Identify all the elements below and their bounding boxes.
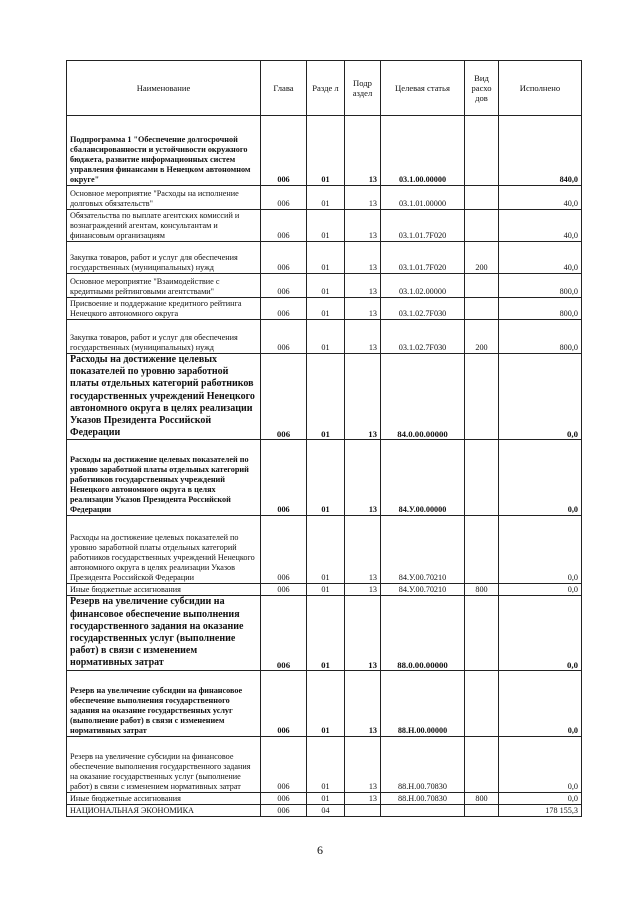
cell-target-article: 03.1.01.7F020 xyxy=(381,242,465,274)
cell-expense-type xyxy=(465,516,499,584)
cell-podrazdel: 13 xyxy=(345,354,381,440)
cell-target-article: 84.У.00.00000 xyxy=(381,440,465,516)
cell-expense-type: 800 xyxy=(465,584,499,596)
cell-razdel: 01 xyxy=(307,116,345,186)
cell-razdel: 01 xyxy=(307,670,345,736)
cell-expense-type xyxy=(465,804,499,816)
cell-name: Закупка товаров, работ и услуг для обеспечения государственных (муниципальных) нужд xyxy=(67,242,261,274)
cell-executed: 0,0 xyxy=(499,670,582,736)
cell-glava: 006 xyxy=(261,320,307,354)
cell-podrazdel: 13 xyxy=(345,320,381,354)
cell-razdel: 01 xyxy=(307,274,345,298)
cell-name: Иные бюджетные ассигнования xyxy=(67,792,261,804)
cell-target-article: 84.У.00.70210 xyxy=(381,516,465,584)
cell-razdel: 01 xyxy=(307,298,345,320)
table-row xyxy=(67,354,582,440)
cell-glava: 006 xyxy=(261,584,307,596)
cell-target-article: 88.Н.00.70830 xyxy=(381,792,465,804)
cell-glava: 006 xyxy=(261,736,307,792)
cell-name: Основное мероприятие "Взаимодействие с кредитными рейтинговыми агентствами" xyxy=(67,274,261,298)
table-row xyxy=(67,670,582,736)
cell-executed: 0,0 xyxy=(499,792,582,804)
cell-expense-type xyxy=(465,736,499,792)
cell-podrazdel: 13 xyxy=(345,736,381,792)
cell-executed: 40,0 xyxy=(499,186,582,210)
table-row xyxy=(67,736,582,792)
cell-executed: 0,0 xyxy=(499,584,582,596)
table-row xyxy=(67,274,582,298)
header-glava: Глава xyxy=(261,61,307,116)
cell-target-article: 88.0.00.00000 xyxy=(381,596,465,670)
cell-glava: 006 xyxy=(261,516,307,584)
cell-expense-type xyxy=(465,116,499,186)
cell-razdel: 01 xyxy=(307,186,345,210)
cell-target-article: 03.1.02.00000 xyxy=(381,274,465,298)
table-row xyxy=(67,584,582,596)
cell-name: Резерв на увеличение субсидии на финансовое обеспечение выполнения государственного задания на оказание государственных услуг (выполнение работ) в связи с изменением нормативных затрат xyxy=(67,670,261,736)
cell-razdel: 01 xyxy=(307,210,345,242)
cell-name: Расходы на достижение целевых показателей по уровню заработной платы отдельных категорий работников государственных учреждений Ненецкого автономного округа в целях реализации Указов Президента Российской Федерации xyxy=(67,440,261,516)
cell-expense-type xyxy=(465,670,499,736)
cell-expense-type xyxy=(465,596,499,670)
cell-target-article: 03.1.02.7F030 xyxy=(381,298,465,320)
cell-glava: 006 xyxy=(261,274,307,298)
cell-podrazdel: 13 xyxy=(345,584,381,596)
budget-execution-table xyxy=(66,60,582,817)
cell-glava: 006 xyxy=(261,186,307,210)
table-row xyxy=(67,516,582,584)
cell-expense-type: 800 xyxy=(465,792,499,804)
cell-executed: 800,0 xyxy=(499,274,582,298)
cell-glava: 006 xyxy=(261,596,307,670)
cell-glava: 006 xyxy=(261,670,307,736)
cell-expense-type: 200 xyxy=(465,320,499,354)
cell-executed: 0,0 xyxy=(499,736,582,792)
cell-executed: 40,0 xyxy=(499,242,582,274)
cell-razdel: 01 xyxy=(307,320,345,354)
cell-podrazdel: 13 xyxy=(345,242,381,274)
cell-razdel: 01 xyxy=(307,354,345,440)
cell-executed: 178 155,3 xyxy=(499,804,582,816)
cell-target-article: 03.1.02.7F030 xyxy=(381,320,465,354)
cell-glava: 006 xyxy=(261,242,307,274)
cell-razdel: 01 xyxy=(307,736,345,792)
cell-target-article: 03.1.01.00000 xyxy=(381,186,465,210)
cell-target-article: 88.Н.00.70830 xyxy=(381,736,465,792)
cell-executed: 840,0 xyxy=(499,116,582,186)
cell-razdel: 01 xyxy=(307,242,345,274)
cell-expense-type xyxy=(465,354,499,440)
cell-expense-type xyxy=(465,210,499,242)
cell-glava: 006 xyxy=(261,116,307,186)
cell-target-article: 88.Н.00.00000 xyxy=(381,670,465,736)
cell-razdel: 01 xyxy=(307,440,345,516)
cell-razdel: 01 xyxy=(307,516,345,584)
cell-name: Резерв на увеличение субсидии на финансовое обеспечение выполнения государственного задания на оказание государственных услуг (выполнение работ) в связи с изменением нормативных затрат xyxy=(67,736,261,792)
cell-podrazdel xyxy=(345,804,381,816)
cell-podrazdel: 13 xyxy=(345,116,381,186)
table-row xyxy=(67,596,582,670)
cell-name: Основное мероприятие "Расходы на исполнение долговых обязательств" xyxy=(67,186,261,210)
cell-razdel: 04 xyxy=(307,804,345,816)
cell-executed: 0,0 xyxy=(499,440,582,516)
cell-expense-type xyxy=(465,186,499,210)
cell-name: Резерв на увеличение субсидии на финансовое обеспечение выполнения государственного задания на оказание государственных услуг (выполнение работ) в связи с изменением нормативных затрат xyxy=(67,596,261,670)
cell-target-article: 03.1.01.7F020 xyxy=(381,210,465,242)
cell-podrazdel: 13 xyxy=(345,298,381,320)
cell-glava: 006 xyxy=(261,298,307,320)
table-row xyxy=(67,792,582,804)
cell-podrazdel: 13 xyxy=(345,186,381,210)
cell-executed: 0,0 xyxy=(499,354,582,440)
header-executed: Исполнено xyxy=(499,61,582,116)
cell-glava: 006 xyxy=(261,354,307,440)
header-target-article: Целевая статья xyxy=(381,61,465,116)
cell-name: Расходы на достижение целевых показателей по уровню заработной платы отдельных категорий работников государственных учреждений Ненецкого автономного округа в целях реализации Указов Президента Российской Федерации xyxy=(67,516,261,584)
cell-podrazdel: 13 xyxy=(345,210,381,242)
table-row xyxy=(67,804,582,816)
cell-target-article xyxy=(381,804,465,816)
cell-name: Обязательства по выплате агентских комиссий и вознаграждений агентам, консультантам и финансовым организациям xyxy=(67,210,261,242)
cell-target-article: 03.1.00.00000 xyxy=(381,116,465,186)
table-row xyxy=(67,186,582,210)
cell-executed: 0,0 xyxy=(499,596,582,670)
cell-executed: 40,0 xyxy=(499,210,582,242)
table-row xyxy=(67,298,582,320)
table-row xyxy=(67,116,582,186)
cell-podrazdel: 13 xyxy=(345,596,381,670)
cell-name: Подпрограмма 1 "Обеспечение долгосрочной сбалансированности и устойчивости окружного бюджета, развитие информационных систем управления финансами в Ненецком автономном округе" xyxy=(67,116,261,186)
cell-podrazdel: 13 xyxy=(345,792,381,804)
cell-expense-type xyxy=(465,298,499,320)
cell-razdel: 01 xyxy=(307,596,345,670)
table-row xyxy=(67,440,582,516)
cell-razdel: 01 xyxy=(307,584,345,596)
cell-podrazdel: 13 xyxy=(345,440,381,516)
cell-executed: 800,0 xyxy=(499,298,582,320)
page-number: 6 xyxy=(317,843,323,857)
cell-executed: 0,0 xyxy=(499,516,582,584)
cell-executed: 800,0 xyxy=(499,320,582,354)
cell-name: Закупка товаров, работ и услуг для обеспечения государственных (муниципальных) нужд xyxy=(67,320,261,354)
cell-expense-type xyxy=(465,440,499,516)
table-row xyxy=(67,320,582,354)
cell-glava: 006 xyxy=(261,210,307,242)
cell-razdel: 01 xyxy=(307,792,345,804)
cell-podrazdel: 13 xyxy=(345,274,381,298)
cell-expense-type xyxy=(465,274,499,298)
header-expense-type: Вид расхо дов xyxy=(465,61,499,116)
cell-glava: 006 xyxy=(261,804,307,816)
table-row xyxy=(67,210,582,242)
table-header-row xyxy=(67,61,582,116)
cell-name: Присвоение и поддержание кредитного рейтинга Ненецкого автономного округа xyxy=(67,298,261,320)
cell-target-article: 84.0.00.00000 xyxy=(381,354,465,440)
cell-target-article: 84.У.00.70210 xyxy=(381,584,465,596)
header-name: Наименование xyxy=(67,61,261,116)
cell-glava: 006 xyxy=(261,440,307,516)
cell-glava: 006 xyxy=(261,792,307,804)
cell-podrazdel: 13 xyxy=(345,516,381,584)
header-razdel: Разде л xyxy=(307,61,345,116)
table-row xyxy=(67,242,582,274)
cell-name: НАЦИОНАЛЬНАЯ ЭКОНОМИКА xyxy=(67,804,261,816)
cell-podrazdel: 13 xyxy=(345,670,381,736)
cell-name: Расходы на достижение целевых показателей по уровню заработной платы отдельных категорий работников государственных учреждений Ненецкого автономного округа в целях реализации Указов Президента Российской Федерации xyxy=(67,354,261,440)
header-podrazdel: Подр аздел xyxy=(345,61,381,116)
cell-expense-type: 200 xyxy=(465,242,499,274)
cell-name: Иные бюджетные ассигнования xyxy=(67,584,261,596)
